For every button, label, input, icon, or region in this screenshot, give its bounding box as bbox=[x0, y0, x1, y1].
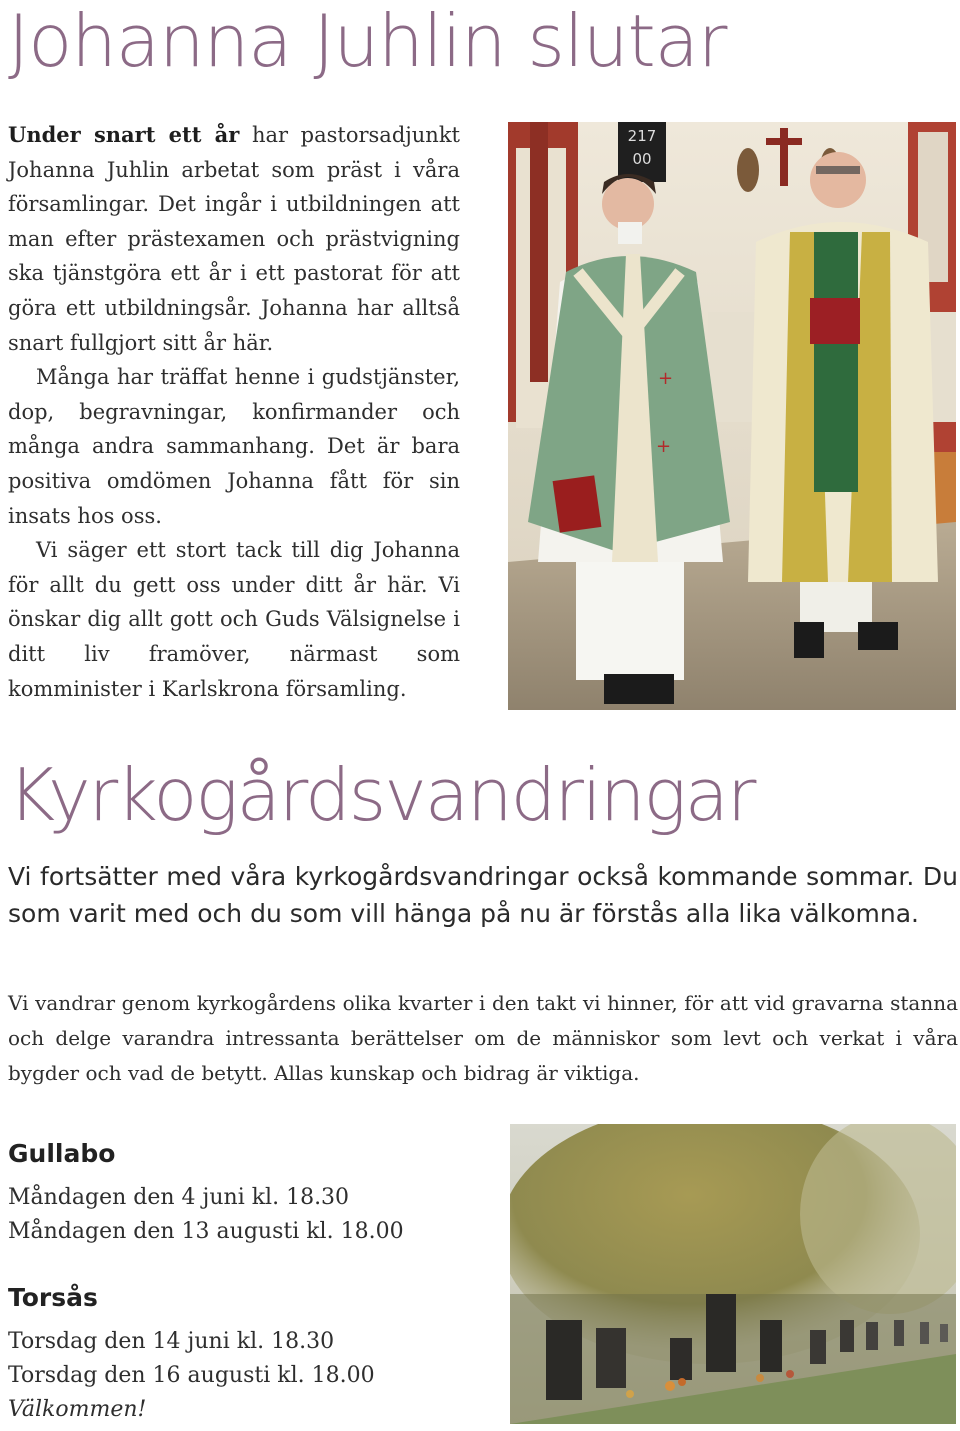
welcome-text: Välkommen! bbox=[8, 1397, 147, 1422]
date-line: Torsdag den 14 juni kl. 18.30 bbox=[8, 1329, 335, 1354]
photo-cemetery bbox=[510, 1124, 956, 1424]
hymn-board-line2: 00 bbox=[632, 150, 652, 168]
photo-priests bbox=[508, 122, 956, 710]
lead-bold: Under snart ett år bbox=[8, 122, 240, 147]
article-body-johanna bbox=[8, 118, 460, 706]
paragraph-meetings: Många har träffat henne i gudstjänster, dop, begravningar, konfirmander och många andra sammanhang. Det är bara positiva omdömen Johanna fått för sin insats hos oss. bbox=[8, 365, 460, 528]
place-gullabo: Gullabo bbox=[8, 1139, 116, 1168]
date-line: Måndagen den 4 juni kl. 18.30 bbox=[8, 1185, 350, 1210]
intro-paragraph: Vi fortsätter med våra kyrkogårdsvandringar också kommande sommar. Du som varit med och du som vill hänga på nu är förstås alla lika välkomna. bbox=[8, 862, 958, 928]
place-torsas: Torsås bbox=[8, 1283, 98, 1312]
paragraph-thanks: Vi säger ett stort tack till dig Johanna för allt du gett oss under ditt år här. Vi önskar dig allt gott och Guds Välsignelse i ditt liv framöver, närmast som komminister i Karlskrona församling. bbox=[8, 538, 460, 701]
date-line: Måndagen den 13 augusti kl. 18.00 bbox=[8, 1219, 404, 1244]
paragraph-intro bbox=[8, 118, 460, 360]
hymn-board-line1: 217 bbox=[627, 127, 657, 145]
headline-johanna: Johanna Juhlin slutar bbox=[8, 0, 727, 83]
lead-rest: har pastorsadjunkt Johanna Juhlin arbetat som präst i våra församlingar. Det ingår i utbildningen att man efter prästexamen och prästvigning ska tjänstgöra ett år i ett pastorat för att göra ett utbildningsår. Johanna har alltså snart fullgjort sitt år här. bbox=[8, 123, 460, 355]
date-line: Torsdag den 16 augusti kl. 18.00 bbox=[8, 1363, 375, 1388]
svg-text:+: + bbox=[658, 368, 674, 389]
body-paragraph: Vi vandrar genom kyrkogårdens olika kvarter i den takt vi hinner, för att vid gravarna stanna och delge varandra intressanta berättelser om de människor som levt och verkat i våra bygder och vad de betytt. Allas kunskap och bidrag är viktiga. bbox=[8, 991, 958, 1085]
headline-kyrkogardsvandringar: Kyrkogårdsvandringar bbox=[8, 753, 755, 837]
svg-text:+: + bbox=[656, 436, 672, 457]
